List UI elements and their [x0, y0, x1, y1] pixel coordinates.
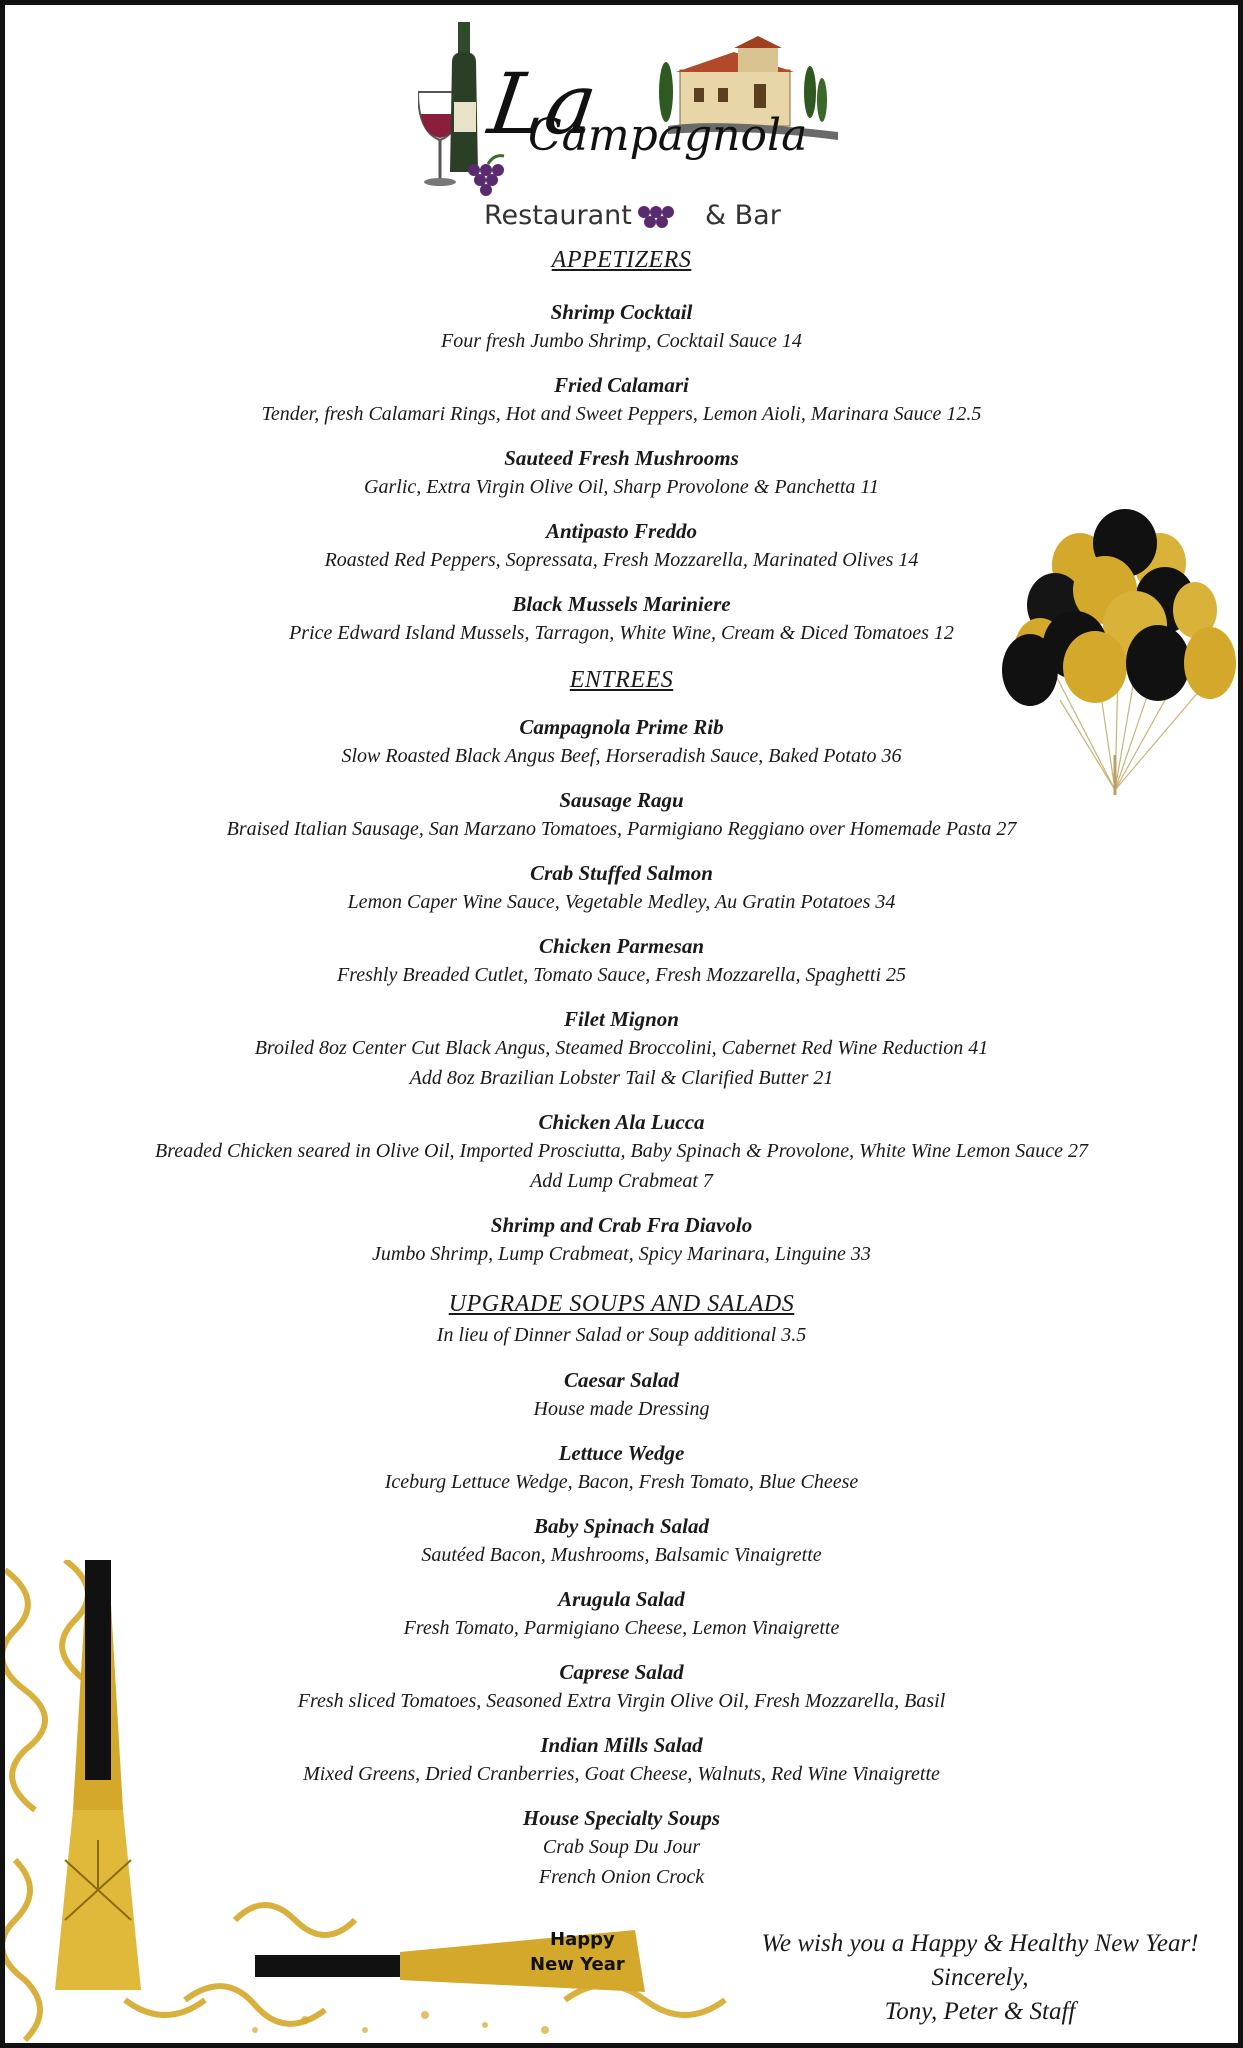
menu-item-desc: Breaded Chicken seared in Olive Oil, Imported Prosciutta, Baby Spinach & Provolone, White Wine Lemon Sauce 27 — [155, 1140, 1088, 1162]
menu-item-name: Fried Calamari — [554, 373, 689, 397]
menu-item-name: Shrimp and Crab Fra Diavolo — [490, 1213, 753, 1237]
menu-item-name: Antipasto Freddo — [545, 519, 698, 543]
section-title-appetizers: APPETIZERS — [551, 247, 692, 273]
menu-item-name: Chicken Ala Lucca — [538, 1110, 705, 1134]
closing-signature: Tony, Peter & Staff — [884, 1998, 1076, 2025]
menu-item-name: Black Mussels Mariniere — [512, 592, 731, 616]
closing-message — [720, 1927, 1240, 2029]
menu-item-desc: Braised Italian Sausage, San Marzano Tomatoes, Parmigiano Reggiano over Homemade Pasta 27 — [226, 818, 1017, 840]
menu-item-name: Caprese Salad — [559, 1660, 684, 1684]
menu-item-name: Sauteed Fresh Mushrooms — [504, 446, 739, 470]
section-title-soups-salads: UPGRADE SOUPS AND SALADS — [448, 1291, 795, 1317]
horn-text-happy: Happy — [550, 1929, 615, 1950]
menu-item-desc: Iceburg Lettuce Wedge, Bacon, Fresh Tomato, Blue Cheese — [384, 1471, 859, 1493]
menu-item-desc: Fresh Tomato, Parmigiano Cheese, Lemon Vinaigrette — [403, 1617, 840, 1639]
menu-item-desc: Slow Roasted Black Angus Beef, Horseradish Sauce, Baked Potato 36 — [341, 745, 902, 767]
menu-item-desc: Broiled 8oz Center Cut Black Angus, Steamed Broccolini, Cabernet Red Wine Reduction 41 — [254, 1037, 989, 1059]
menu-item-desc: Garlic, Extra Virgin Olive Oil, Sharp Provolone & Panchetta 11 — [364, 476, 879, 498]
section-title-entrees: ENTREES — [569, 667, 674, 693]
new-year-party-decor — [5, 1560, 745, 2045]
restaurant-logo — [418, 22, 838, 232]
logo-title-la: La — [483, 55, 603, 153]
menu-item-name: Shrimp Cocktail — [550, 300, 693, 324]
menu-item-name: Crab Stuffed Salmon — [530, 861, 713, 885]
menu-item-desc: Freshly Breaded Cutlet, Tomato Sauce, Fresh Mozzarella, Spaghetti 25 — [336, 964, 906, 986]
menu-item-desc: Fresh sliced Tomatoes, Seasoned Extra Virgin Olive Oil, Fresh Mozzarella, Basil — [297, 1690, 946, 1712]
menu-item-desc: French Onion Crock — [538, 1866, 705, 1888]
menu-item-name: House Specialty Soups — [522, 1806, 721, 1830]
menu-item-desc: Four fresh Jumbo Shrimp, Cocktail Sauce 14 — [441, 330, 802, 352]
horn-text-new-year: New Year — [530, 1954, 625, 1975]
menu-item-desc: Price Edward Island Mussels, Tarragon, White Wine, Cream & Diced Tomatoes 12 — [289, 622, 954, 644]
menu-item-name: Indian Mills Salad — [540, 1733, 703, 1757]
menu-item-desc: House made Dressing — [533, 1398, 710, 1420]
menu-item-desc: Crab Soup Du Jour — [542, 1836, 701, 1858]
balloons-illustration — [1000, 505, 1240, 795]
menu-item-addon: Add Lump Crabmeat 7 — [530, 1170, 713, 1192]
menu-item-desc: Sautéed Bacon, Mushrooms, Balsamic Vinaigrette — [421, 1544, 822, 1566]
menu-item-name: Caesar Salad — [564, 1368, 679, 1392]
logo-title-campagnola: Campagnola — [528, 110, 808, 161]
menu-item-addon: Add 8oz Brazilian Lobster Tail & Clarified Butter 21 — [409, 1067, 834, 1089]
menu-item-desc: Tender, fresh Calamari Rings, Hot and Sweet Peppers, Lemon Aioli, Marinara Sauce 12.5 — [261, 403, 982, 425]
menu-item-desc: Jumbo Shrimp, Lump Crabmeat, Spicy Marinara, Linguine 33 — [372, 1243, 871, 1265]
menu-item-name: Filet Mignon — [564, 1007, 679, 1031]
menu-item-name: Baby Spinach Salad — [533, 1514, 710, 1538]
section-note: In lieu of Dinner Salad or Soup additional 3.5 — [436, 1324, 807, 1346]
menu-item-name: Arugula Salad — [558, 1587, 685, 1611]
menu-item-desc: Roasted Red Peppers, Sopressata, Fresh Mozzarella, Marinated Olives 14 — [324, 549, 919, 571]
menu-item-name: Chicken Parmesan — [538, 934, 705, 958]
closing-sincerely: Sincerely, — [931, 1964, 1029, 1991]
logo-subtitle — [484, 200, 781, 231]
menu-item-desc: Mixed Greens, Dried Cranberries, Goat Cheese, Walnuts, Red Wine Vinaigrette — [303, 1763, 940, 1785]
closing-greeting: We wish you a Happy & Healthy New Year! — [761, 1930, 1199, 1957]
menu-item-desc: Lemon Caper Wine Sauce, Vegetable Medley, Au Gratin Potatoes 34 — [347, 891, 896, 913]
logo-subtitle-bar: & Bar — [705, 200, 781, 231]
menu-item-name: Lettuce Wedge — [558, 1441, 685, 1465]
menu-item-name: Campagnola Prime Rib — [519, 715, 724, 739]
menu-item-name: Sausage Ragu — [559, 788, 684, 812]
logo-subtitle-restaurant: Restaurant — [484, 200, 632, 231]
